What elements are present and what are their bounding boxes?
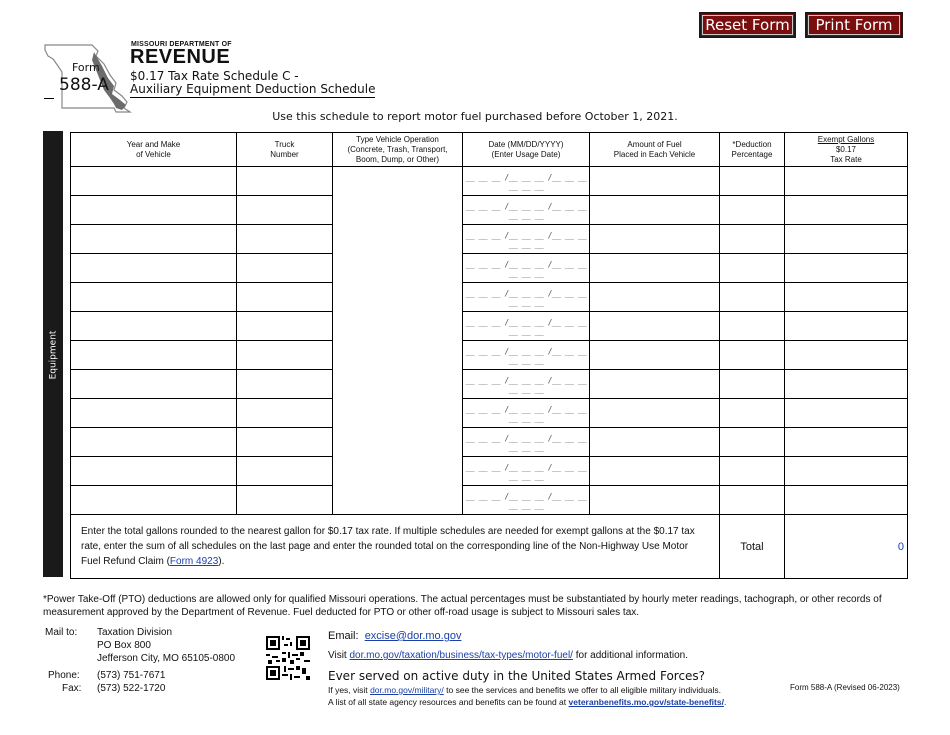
revision-label: Form 588-A (Revised 06-2023)	[790, 683, 900, 692]
year-make-field[interactable]	[71, 167, 237, 196]
fuel-amount-field[interactable]	[590, 312, 720, 341]
truck-number-field[interactable]	[237, 254, 333, 283]
col-header-amount-fuel: Amount of Fuel Placed in Each Vehicle	[590, 133, 720, 167]
date-field[interactable]: __ __ __ /__ __ __ /__ __ __ __ __ __	[463, 225, 590, 254]
table-row	[71, 428, 908, 457]
col-header-date: Date (MM/DD/YYYY) (Enter Usage Date)	[463, 133, 590, 167]
table-row	[71, 196, 908, 225]
exempt-gallons-field[interactable]	[785, 399, 908, 428]
table-row	[71, 457, 908, 486]
truck-number-field[interactable]	[237, 486, 333, 515]
deduction-field[interactable]	[720, 312, 785, 341]
mail-to-label: Mail to:	[45, 627, 78, 638]
visit-label: Visit	[328, 650, 347, 661]
table-row	[71, 254, 908, 283]
veterans-line1: If yes, visit dor.mo.gov/military/ to see the services and benefits we offer to all eligible military individuals.	[328, 685, 721, 695]
veterans-heading: Ever served on active duty in the United States Armed Forces?	[328, 669, 706, 683]
email-label: Email:	[328, 630, 359, 642]
table-row	[71, 312, 908, 341]
deduction-field[interactable]	[720, 457, 785, 486]
date-field[interactable]: __ __ __ /__ __ __ /__ __ __ __ __ __	[463, 196, 590, 225]
col-header-type-operation: Type Vehicle Operation (Concrete, Trash, Transport, Boom, Dump, or Other)	[333, 133, 463, 167]
email-link[interactable]: excise@dor.mo.gov	[364, 630, 462, 642]
mail-address-line3: Jefferson City, MO 65105-0800	[97, 653, 236, 664]
total-value-field[interactable]: 0	[785, 515, 908, 579]
date-field[interactable]: __ __ __ /__ __ __ /__ __ __ __ __ __	[463, 341, 590, 370]
fuel-amount-field[interactable]	[590, 486, 720, 515]
table-header-row	[71, 133, 908, 167]
phone-label: Phone:	[48, 670, 80, 681]
deduction-field[interactable]	[720, 196, 785, 225]
truck-number-field[interactable]	[237, 196, 333, 225]
fuel-amount-field[interactable]	[590, 283, 720, 312]
truck-number-field[interactable]	[237, 428, 333, 457]
type-operation-field[interactable]	[333, 428, 463, 457]
deduction-field[interactable]	[720, 486, 785, 515]
deduction-field[interactable]	[720, 167, 785, 196]
table-row	[71, 225, 908, 254]
year-make-field[interactable]	[71, 225, 237, 254]
form-number: 588-A	[59, 75, 109, 95]
visit-line	[328, 650, 688, 661]
date-field[interactable]: __ __ __ /__ __ __ /__ __ __ __ __ __	[463, 312, 590, 341]
department-name: MISSOURI DEPARTMENT OF	[131, 41, 232, 48]
exempt-gallons-field[interactable]	[785, 341, 908, 370]
year-make-field[interactable]	[71, 428, 237, 457]
table-row	[71, 486, 908, 515]
table-row	[71, 167, 908, 196]
motor-fuel-link[interactable]: dor.mo.gov/taxation/business/tax-types/motor-fuel/	[349, 650, 573, 661]
col-header-truck-number: Truck Number	[237, 133, 333, 167]
table-row	[71, 283, 908, 312]
mail-address-line2: PO Box 800	[97, 640, 151, 651]
exempt-gallons-field[interactable]	[785, 486, 908, 515]
year-make-field[interactable]	[71, 486, 237, 515]
fuel-amount-field[interactable]	[590, 399, 720, 428]
fuel-amount-field[interactable]	[590, 457, 720, 486]
date-field[interactable]: __ __ __ /__ __ __ /__ __ __ __ __ __	[463, 399, 590, 428]
fax-number: (573) 522-1720	[97, 683, 166, 694]
exempt-gallons-field[interactable]	[785, 457, 908, 486]
reset-form-button[interactable]: Reset Form	[699, 12, 796, 38]
truck-number-field[interactable]	[237, 167, 333, 196]
fuel-amount-field[interactable]	[590, 370, 720, 399]
exempt-gallons-field[interactable]	[785, 283, 908, 312]
deduction-field[interactable]	[720, 225, 785, 254]
pto-note: *Power Take-Off (PTO) deductions are allowed only for qualified Missouri operations. The actual percentages must be substantiated by hourly meter readings, tachograph, or other records of measurement approved by the Department of Revenue. Fuel deducted for PTO or other off-road usage is subject to Missouri sales tax.	[43, 594, 882, 618]
table-row	[71, 399, 908, 428]
fuel-amount-field[interactable]	[590, 428, 720, 457]
exempt-gallons-field[interactable]	[785, 254, 908, 283]
deduction-field[interactable]	[720, 399, 785, 428]
deduction-field[interactable]	[720, 428, 785, 457]
date-field[interactable]: __ __ __ /__ __ __ /__ __ __ __ __ __	[463, 486, 590, 515]
type-operation-field[interactable]	[333, 312, 463, 341]
mail-address-line1: Taxation Division	[97, 627, 173, 638]
fuel-amount-field[interactable]	[590, 225, 720, 254]
type-operation-field[interactable]	[333, 486, 463, 515]
deduction-field[interactable]	[720, 341, 785, 370]
type-operation-field[interactable]	[333, 457, 463, 486]
year-make-field[interactable]	[71, 312, 237, 341]
deduction-field[interactable]	[720, 283, 785, 312]
year-make-field[interactable]	[71, 457, 237, 486]
fuel-amount-field[interactable]	[590, 167, 720, 196]
deduction-field[interactable]	[720, 254, 785, 283]
exempt-gallons-field[interactable]	[785, 225, 908, 254]
table-row	[71, 370, 908, 399]
col-header-deduction: *Deduction Percentage	[720, 133, 785, 167]
year-make-field[interactable]	[71, 399, 237, 428]
type-operation-field[interactable]	[333, 399, 463, 428]
exempt-gallons-field[interactable]	[785, 428, 908, 457]
instruction-text: Use this schedule to report motor fuel purchased before October 1, 2021.	[272, 110, 678, 123]
fuel-amount-field[interactable]	[590, 341, 720, 370]
fuel-amount-field[interactable]	[590, 254, 720, 283]
qr-code-icon	[266, 636, 310, 680]
form-title-line1: $0.17 Tax Rate Schedule C -	[130, 69, 299, 83]
header-divider	[44, 98, 54, 99]
truck-number-field[interactable]	[237, 225, 333, 254]
total-row	[71, 515, 908, 579]
form-label: Form	[72, 61, 100, 74]
exempt-gallons-field[interactable]	[785, 312, 908, 341]
table-row	[71, 341, 908, 370]
year-make-field[interactable]	[71, 283, 237, 312]
truck-number-field[interactable]	[237, 283, 333, 312]
type-operation-field[interactable]	[333, 225, 463, 254]
revenue-logo: REVENUE	[130, 46, 231, 68]
type-operation-field[interactable]	[333, 254, 463, 283]
date-field[interactable]: __ __ __ /__ __ __ /__ __ __ __ __ __	[463, 370, 590, 399]
truck-number-field[interactable]	[237, 341, 333, 370]
date-field[interactable]: __ __ __ /__ __ __ /__ __ __ __ __ __	[463, 428, 590, 457]
total-label: Total	[720, 515, 785, 579]
year-make-field[interactable]	[71, 254, 237, 283]
exempt-gallons-field[interactable]	[785, 167, 908, 196]
military-link[interactable]: dor.mo.gov/military/	[370, 685, 444, 695]
exempt-subtitle: $0.17 Tax Rate	[830, 144, 862, 164]
exempt-gallons-field[interactable]	[785, 196, 908, 225]
type-operation-field[interactable]	[333, 283, 463, 312]
form-4923-link[interactable]: Form 4923	[169, 556, 219, 567]
type-operation-field[interactable]	[333, 196, 463, 225]
equipment-table	[70, 132, 908, 579]
fax-label: Fax:	[62, 683, 82, 694]
date-field[interactable]: __ __ __ /__ __ __ /__ __ __ __ __ __	[463, 254, 590, 283]
type-operation-field[interactable]	[333, 370, 463, 399]
truck-number-field[interactable]	[237, 370, 333, 399]
truck-number-field[interactable]	[237, 312, 333, 341]
phone-number: (573) 751-7671	[97, 670, 166, 681]
date-field[interactable]: __ __ __ /__ __ __ /__ __ __ __ __ __	[463, 457, 590, 486]
print-form-button[interactable]: Print Form	[805, 12, 903, 38]
side-label: Equipment	[48, 330, 59, 380]
email-line	[328, 630, 461, 642]
state-benefits-link[interactable]: veteranbenefits.mo.gov/state-benefits/	[568, 697, 724, 707]
exempt-gallons-field[interactable]	[785, 370, 908, 399]
year-make-field[interactable]	[71, 196, 237, 225]
type-operation-field[interactable]	[333, 341, 463, 370]
form-title-line2: Auxiliary Equipment Deduction Schedule	[130, 82, 376, 96]
truck-number-field[interactable]	[237, 457, 333, 486]
year-make-field[interactable]	[71, 341, 237, 370]
type-operation-field[interactable]	[333, 167, 463, 196]
exempt-title: Exempt Gallons	[817, 134, 875, 144]
visit-suffix: for additional information.	[575, 650, 689, 661]
fuel-amount-field[interactable]	[590, 196, 720, 225]
truck-number-field[interactable]	[237, 399, 333, 428]
total-instructions: Enter the total gallons rounded to the nearest gallon for $0.17 tax rate. If multiple schedules are needed for exempt gallons at the $0.17 tax rate, enter the sum of all schedules on the last page and enter the rounded total on the corresponding line of the Non-Highway Use Motor Fuel Refund Claim (Form 4923).	[71, 515, 720, 579]
year-make-field[interactable]	[71, 370, 237, 399]
col-header-year-make: Year and Make of Vehicle	[71, 133, 237, 167]
col-header-exempt-gallons	[785, 133, 908, 167]
veterans-line2: A list of all state agency resources and benefits can be found at veteranbenefits.mo.gov/state-benefits/.	[328, 697, 727, 707]
date-field[interactable]: __ __ __ /__ __ __ /__ __ __ __ __ __	[463, 283, 590, 312]
date-field[interactable]: __ __ __ /__ __ __ /__ __ __ __ __ __	[463, 167, 590, 196]
deduction-field[interactable]	[720, 370, 785, 399]
